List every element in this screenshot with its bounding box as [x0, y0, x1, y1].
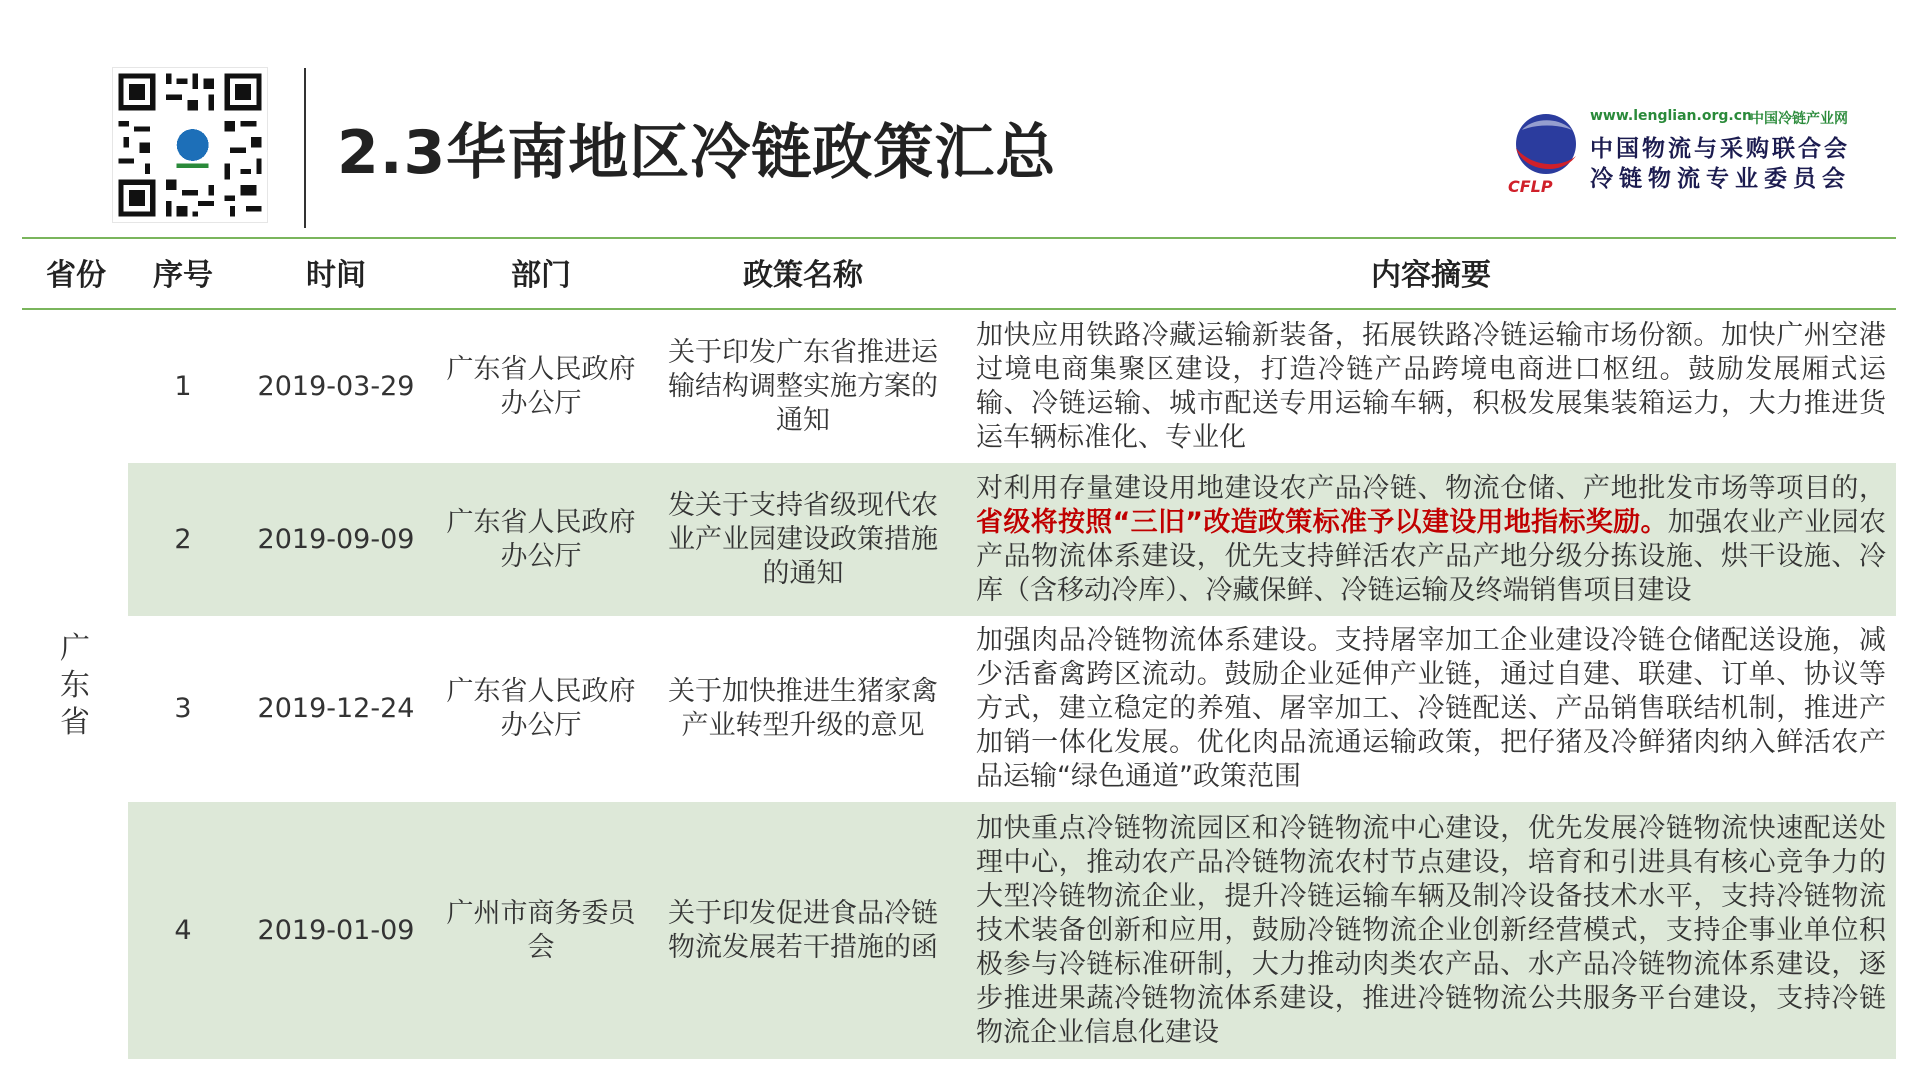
row3-seq: 3: [174, 693, 192, 724]
logo-network: 中国冷链产业网: [1750, 111, 1848, 127]
row2-summary-text: [976, 472, 1886, 608]
page-title: 2.3华南地区冷链政策汇总: [337, 118, 1057, 188]
row2-seq: 2: [174, 523, 192, 555]
row3-summary: [976, 617, 1886, 801]
row4-dept: [440, 802, 642, 1059]
row3-date: 2019-12-24: [257, 693, 415, 724]
row4-policy-text: 关于印发促进食品冷链物流发展若干措施的函: [668, 897, 938, 963]
province-cell: [40, 630, 110, 741]
row2-policy: [668, 463, 938, 616]
qr-code: [113, 68, 267, 222]
row3-policy-text: 关于加快推进生猪家禽产业转型升级的意见: [668, 676, 938, 741]
row3-policy: [668, 617, 938, 801]
row2-summary-highlight: 省级将按照“三旧”改造政策标准予以建设用地指标奖励。: [976, 506, 1668, 538]
row1-dept-text: 广东省人民政府办公厅: [446, 354, 636, 419]
header-dept: 部门: [511, 258, 571, 293]
header-province: 省份: [46, 258, 106, 293]
cflp-logo-mark: [1502, 108, 1584, 194]
cflp-abbr: CFLP: [1508, 177, 1553, 194]
row4-dept-text: 广州市商务委员会: [446, 897, 636, 963]
cflp-logo: [1502, 104, 1912, 204]
row2-date: 2019-09-09: [257, 523, 415, 555]
row3-dept: [440, 617, 642, 801]
header-seq: 序号: [153, 258, 213, 293]
logo-org-line2: 冷链物流专业委员会: [1590, 166, 1851, 192]
table-top-rule: [22, 237, 1896, 239]
province-label: 广东省: [60, 631, 90, 740]
header-policy: 政策名称: [743, 258, 863, 293]
row2-summary: [976, 463, 1886, 616]
row2-dept: [440, 463, 642, 616]
row3-summary-text: 加强肉品冷链物流体系建设。支持屠宰加工企业建设冷链仓储配送设施，减少活畜禽跨区流动。鼓励企业延伸产业链，通过自建、联建、订单、协议等方式，建立稳定的养殖、屠宰加工、冷链配送、产品销售联结机制，推进产加销一体化发展。优化肉品流通运输政策，把仔猪及冷鲜猪肉纳入鲜活农产品运输“绿色通道”政策范围: [976, 625, 1886, 792]
row1-dept: [440, 312, 642, 462]
row4-policy: [668, 802, 938, 1059]
row1-policy-text: 关于印发广东省推进运输结构调整实施方案的通知: [668, 337, 938, 436]
row4-seq: 4: [174, 914, 192, 946]
row4-summary-text: 加快重点冷链物流园区和冷链物流中心建设，优先发展冷链物流快速配送处理中心，推动农产品冷链物流农村节点建设，培育和引进具有核心竞争力的大型冷链物流企业，提升冷链运输车辆及制冷设备技术水平，支持冷链物流技术装备创新和应用，鼓励冷链物流企业创新经营模式，支持企事业单位积极参与冷链标准研制，大力推动肉类农产品、水产品冷链物流体系建设，逐步推进果蔬冷链物流体系建设，推进冷链物流公共服务平台建设，支持冷链物流企业信息化建设: [976, 812, 1886, 1048]
row2-dept-text: 广东省人民政府办公厅: [446, 506, 636, 572]
row4-summary: [976, 802, 1886, 1059]
table-header-rule: [22, 308, 1896, 310]
row1-date: 2019-03-29: [257, 371, 415, 402]
header-summary: 内容摘要: [1371, 258, 1491, 293]
row3-dept-text: 广东省人民政府办公厅: [446, 676, 636, 741]
row2-policy-text: 发关于支持省级现代农业产业园建设政策措施的通知: [668, 489, 938, 589]
title-divider: [304, 68, 306, 228]
row1-summary: [976, 312, 1886, 462]
logo-org-line1: 中国物流与采购联合会: [1590, 136, 1850, 162]
row1-policy: [668, 312, 938, 462]
row2-summary-part1: 对利用存量建设用地建设农产品冷链、物流仓储、产地批发市场等项目的，: [976, 472, 1886, 504]
row2-summary-part2: 加强农业产业园农产品物流体系建设，优先支持鲜活农产品产地分级分拣设施、烘干设施、冷库（含移动冷库）、冷藏保鲜、冷链运输及终端销售项目建设: [976, 506, 1886, 606]
row1-summary-text: 加快应用铁路冷藏运输新装备，拓展铁路冷链运输市场份额。加快广州空港过境电商集聚区建设，打造冷链产品跨境电商进口枢纽。鼓励发展厢式运输、冷链运输、城市配送专用运输车辆，积极发展集装箱运力，大力推进货运车辆标准化、专业化: [976, 320, 1886, 453]
row1-seq: 1: [174, 371, 192, 402]
header-date: 时间: [306, 258, 366, 293]
row4-date: 2019-01-09: [257, 914, 415, 946]
logo-url: www.lenglian.org.cn: [1590, 108, 1752, 124]
